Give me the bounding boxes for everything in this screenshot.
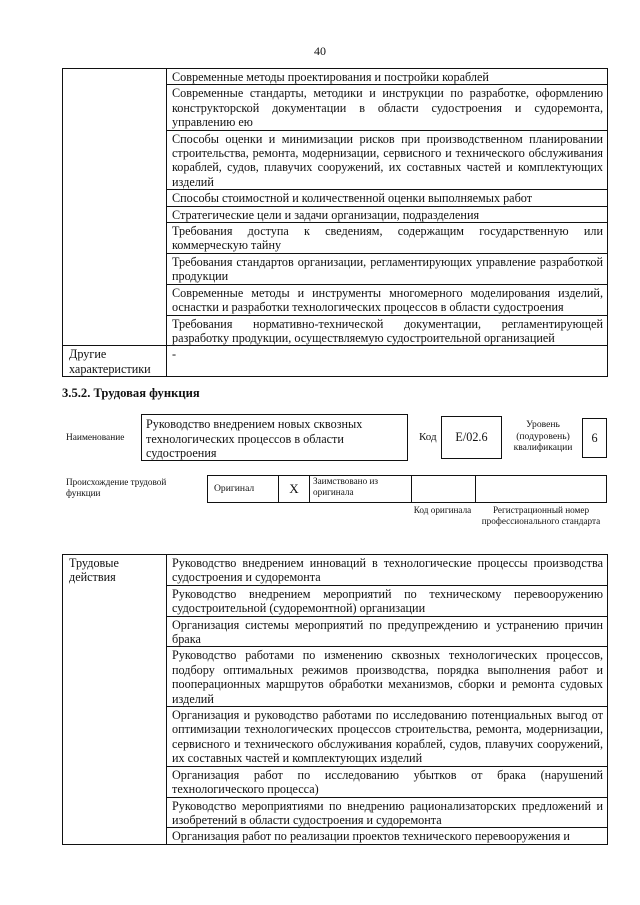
name-label: Наименование [66, 433, 125, 443]
knowledge-item: Стратегические цели и задачи организации, подразделения [167, 206, 608, 222]
section-heading: 3.5.2. Трудовая функция [62, 386, 200, 400]
knowledge-item: Требования доступа к сведениям, содержащим государственную или коммерческую тайну [167, 223, 608, 254]
labor-action-item: Руководство мероприятиями по внедрению рационализаторских предложений и изобретений в области судостроения и судоремонта [167, 797, 608, 828]
knowledge-item: Требования стандартов организации, регламентирующих управление разработкой продукции [167, 253, 608, 284]
labor-action-item: Организация работ по исследованию убытков от брака (нарушений технологического процесса) [167, 766, 608, 797]
labor-action-item: Организация работ по реализации проектов технического перевооружения и [167, 828, 608, 844]
labor-action-item: Руководство внедрением мероприятий по техническому перевооружению судостроительной (судоремонтной) организации [167, 585, 608, 616]
labor-action-item: Руководство внедрением инноваций в технологические процессы производства судостроения и судоремонта [167, 555, 608, 586]
labor-action-item: Руководство работами по изменению сквозных технологических процессов, подбору оптимальных режимов производства, порядка выполнения работ и пооперационных маршрутов обработки механизмов, сборки и ремонта судовых изделий [167, 647, 608, 707]
borrowed-label: Заимствовано из оригинала [313, 476, 379, 497]
level-value-box: 6 [582, 418, 607, 458]
code-label: Код [419, 431, 437, 443]
knowledge-item: Требования нормативно-технической документации, регламентирующей разработку продукции, осуществляемую судостроительной организацией [167, 315, 608, 346]
knowledge-label-cell [63, 69, 167, 346]
reg-number-label: Регистрационный номер профессионального стандарта [481, 505, 601, 526]
knowledge-item: Современные методы и инструменты многомерного моделирования изделий, оснастки и разработки технологических процессов в области судостроения [167, 284, 608, 315]
knowledge-item: Способы оценки и минимизации рисков при производственном планировании строительства, ремонта, модернизации, сервисного и технического обслуживания кораблей, судов, плавучих сооружений, их составных частей и комплектующих изделий [167, 130, 608, 190]
knowledge-item: Современные методы проектирования и постройки кораблей [167, 69, 608, 85]
knowledge-item: Современные стандарты, методики и инструкции по разработке, оформлению конструкторской документации в области судостроения и судоремонта, управлению ею [167, 85, 608, 130]
original-label: Оригинал [214, 483, 255, 494]
labor-action-item: Организация и руководство работами по исследованию потенциальных выгод от оптимизации технологических процессов строительства, ремонта, модернизации, сервисного и технического обслуживания кораблей, судов, плавучих сооружений, их составных частей и комплектующих изделий [167, 707, 608, 767]
labor-action-item: Организация системы мероприятий по предупреждению и устранению причин брака [167, 616, 608, 647]
code-value-box: E/02.6 [441, 416, 502, 459]
other-characteristics-value: - [167, 346, 608, 377]
origin-code-cell [411, 475, 476, 503]
level-label: Уровень (подуровень) квалификации [513, 419, 573, 454]
knowledge-item: Способы стоимостной и количественной оценки выполняемых работ [167, 190, 608, 206]
labor-actions-label: Трудовые действия [63, 555, 167, 845]
other-characteristics-label: Другие характеристики [63, 346, 167, 377]
function-name-box: Руководство внедрением новых сквозных технологических процессов в области судостроения [141, 414, 408, 461]
origin-label: Происхождение трудовой функции [66, 477, 167, 498]
labor-actions-table [62, 554, 608, 845]
knowledge-table [62, 68, 608, 377]
original-mark: X [278, 475, 310, 503]
page-number: 40 [314, 44, 326, 58]
origin-code-label: Код оригинала [413, 505, 472, 515]
